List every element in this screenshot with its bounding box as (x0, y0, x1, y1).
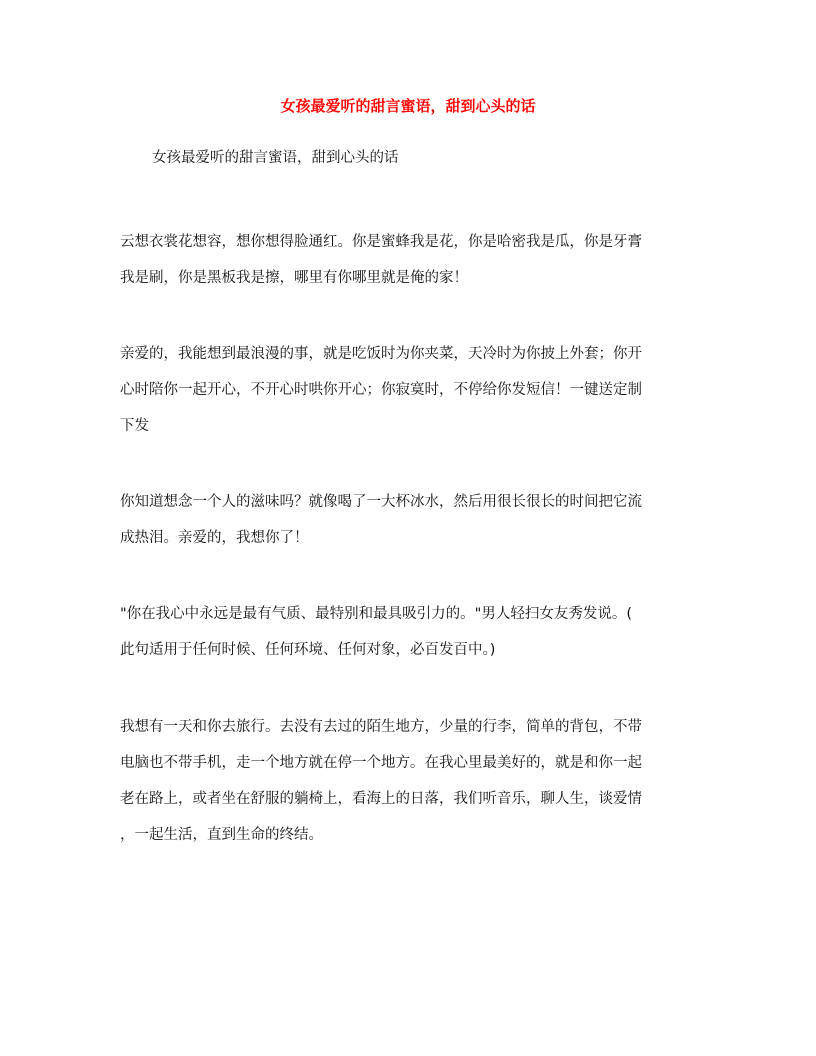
paragraph-4 (120, 596, 700, 668)
paragraph-line: 老在路上，或者坐在舒服的躺椅上，看海上的日落，我们听音乐，聊人生，谈爱情 (120, 791, 642, 807)
document-subtitle: 女孩最爱听的甜言蜜语，甜到心头的话 (152, 150, 399, 166)
document-title: 女孩最爱听的甜言蜜语，甜到心头的话 (280, 97, 536, 115)
paragraph-3 (120, 484, 700, 556)
paragraph-5 (120, 709, 700, 853)
paragraph-line: 电脑也不带手机，走一个地方就在停一个地方。在我心里最美好的，就是和你一起 (120, 755, 642, 771)
paragraph-line: 你知道想念一个人的滋味吗？就像喝了一大杯冰水，然后用很长很长的时间把它流 (120, 494, 642, 510)
paragraph-line: 我想有一天和你去旅行。去没有去过的陌生地方，少量的行李，简单的背包，不带 (120, 719, 642, 735)
paragraph-line: 云想衣裳花想容，想你想得脸通红。你是蜜蜂我是花，你是哈密我是瓜，你是牙膏 (120, 234, 642, 250)
paragraph-line: 成热泪。亲爱的，我想你了！ (120, 530, 309, 546)
paragraph-1 (120, 224, 700, 296)
paragraph-line: 心时陪你一起开心，不开心时哄你开心；你寂寞时，不停给你发短信！一键送定制 (120, 382, 642, 398)
paragraph-line: ，一起生活，直到生命的终结。 (120, 827, 323, 843)
paragraph-2 (120, 336, 700, 444)
paragraph-line: 下发 (120, 418, 149, 434)
paragraph-line: 我是刷，你是黑板我是擦，哪里有你哪里就是俺的家！ (120, 270, 468, 286)
paragraph-line: 亲爱的，我能想到最浪漫的事，就是吃饭时为你夹菜，天冷时为你披上外套；你开 (120, 346, 642, 362)
paragraph-line: 此句适用于任何时候、任何环境、任何对象，必百发百中。) (120, 642, 496, 658)
paragraph-line: "你在我心中永远是最有气质、最特别和最具吸引力的。"男人轻扫女友秀发说。( (120, 606, 632, 622)
